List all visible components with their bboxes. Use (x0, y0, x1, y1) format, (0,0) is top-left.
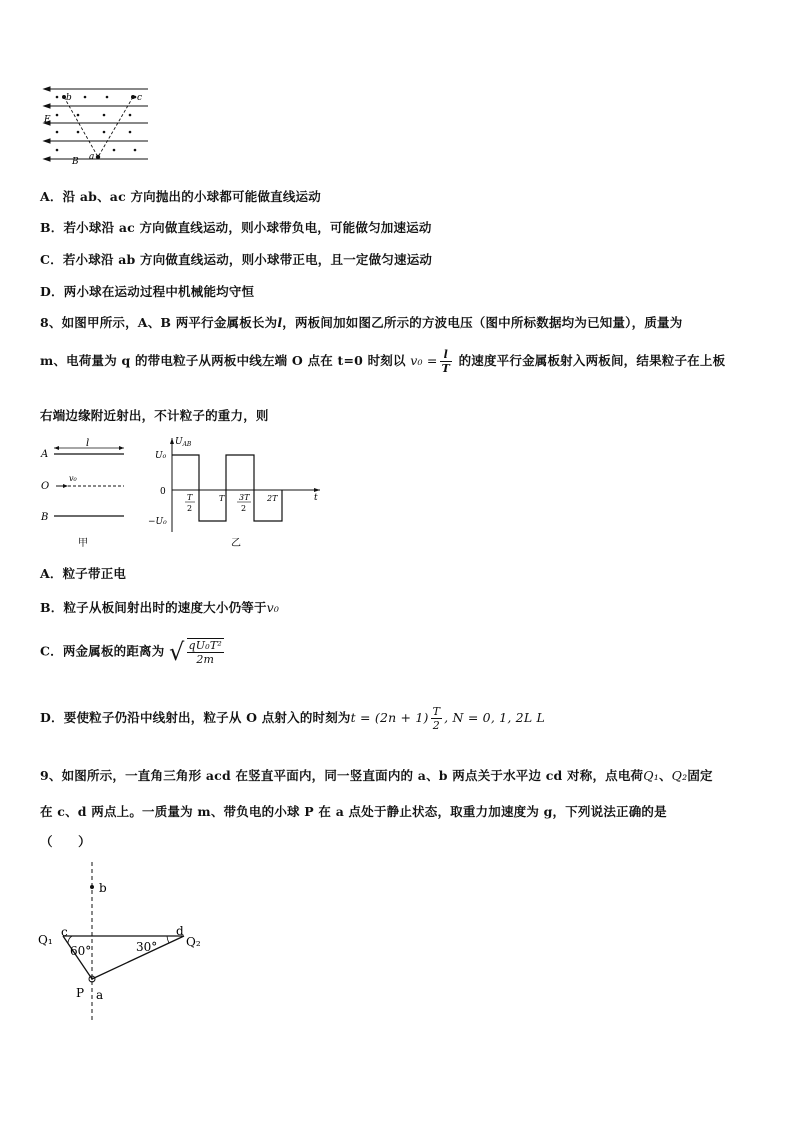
fig9-label-60: 60° (70, 944, 92, 958)
q9-stem-line1-a: 9、如图所示，一直角三角形 acd 在竖直平面内，同一竖直面内的 a、b 两点关于水平边 cd 对称，点电荷 (40, 768, 644, 783)
q8-v0-expr: v₀ = (410, 353, 438, 368)
q8-stem-line3: 右端边缘附近射出，不计粒子的重力，则 (40, 408, 269, 423)
fig8-label-zero: 0 (160, 487, 166, 497)
q8-option-d-text: D．要使粒子仍沿中线射出，粒子从 O 点射入的时刻为 (40, 710, 351, 725)
fig8-tick-2T: 2T (267, 494, 278, 503)
figure-9-triangle-diagram (36, 858, 226, 1024)
fig8-label-v0: v₀ (69, 474, 77, 483)
fig8-label-negU0: −U₀ (148, 517, 167, 527)
fig9-label-Q2: Q₂ (186, 935, 201, 949)
q9-stem-line2: 在 c、d 两点上。一质量为 m、带负电的小球 P 在 a 点处于静止状态，取重力加速度为 g，下列说法正确的是 (40, 804, 667, 819)
fig8-label-l: l (86, 438, 90, 449)
fig8-tick-T-half-den: 2 (187, 504, 193, 513)
fig8-tick-3T-half-den: 2 (241, 504, 247, 513)
q8-option-d-expr1: t = (2n + 1) (350, 710, 429, 725)
fig7-label-B: B (72, 157, 79, 167)
q8-option-b-var: v₀ (266, 600, 280, 615)
q8-stem-line2-a: m、电荷量为 q 的带电粒子从两板中线左端 O 点在 t=0 时刻以 (40, 353, 406, 368)
fig9-label-P: P (76, 986, 85, 1000)
q9-stem-line1 (40, 766, 713, 784)
q8-stem-line1 (40, 313, 682, 331)
q8-var-l: l (277, 315, 283, 330)
q7-option-d: D．两小球在运动过程中机械能均守恒 (40, 284, 255, 299)
fig8-label-UAB-sub: AB (182, 441, 192, 448)
fig8-label-yi: 乙 (231, 538, 241, 549)
q8-option-b (40, 598, 279, 616)
fig8-tick-T: T (219, 494, 225, 503)
q8-option-c-text: C．两金属板的距离为 (40, 643, 165, 659)
fig9-label-30: 30° (136, 940, 158, 954)
q8-option-c-fraction (187, 638, 224, 666)
q8-option-c-den: 2m (187, 652, 224, 666)
q8-v0-fraction (440, 348, 452, 375)
fig7-label-b: b (66, 93, 72, 103)
fig8-tick-T-half-num: T (187, 493, 193, 502)
fig7-label-E: E (44, 115, 51, 125)
q7-option-a: A．沿 ab、ac 方向抛出的小球都可能做直线运动 (40, 189, 321, 204)
q9-paren: （ ） (40, 834, 91, 849)
fig8-tick-3T-half-num: 3T (239, 493, 250, 502)
q8-option-d-fraction (431, 705, 443, 732)
fig9-label-d: d (176, 924, 184, 938)
q8-stem-line1-b: ，两板间加如图乙所示的方波电压（图中所标数据均为已知量），质量为 (282, 315, 683, 330)
fig8-label-O: O (41, 481, 50, 492)
q8-stem-line1-a: 8、如图甲所示，A、B 两平行金属板长为 (40, 315, 278, 330)
fig9-label-Q1: Q₁ (38, 933, 53, 947)
q8-v0-num: l (443, 348, 448, 361)
fig9-label-a: a (96, 988, 104, 1002)
q8-option-d-expr2: , N = 0, 1, 2L L (444, 710, 546, 725)
fig8-label-jia: 甲 (78, 538, 88, 549)
fig8-label-UAB (175, 437, 192, 448)
q9-q1: Q₁ (643, 768, 659, 783)
figure-7-field-diagram (40, 84, 152, 170)
fig8-label-U0: U₀ (155, 451, 167, 461)
q8-v0-den: T (441, 362, 450, 375)
q9-stem-line1-b: 固定 (687, 768, 713, 783)
q8-option-d-num: T (432, 705, 441, 718)
fig7-label-c: c (137, 93, 143, 103)
fig8-label-B: B (41, 512, 49, 523)
fig8-label-t: t (314, 493, 318, 503)
fig8-label-A: A (41, 449, 49, 460)
q8-option-a: A．粒子带正电 (40, 566, 127, 581)
q7-option-c: C．若小球沿 ab 方向做直线运动，则小球带正电，且一定做匀速运动 (40, 252, 433, 267)
q7-option-b: B．若小球沿 ac 方向做直线运动，则小球带负电，可能做匀加速运动 (40, 220, 432, 235)
q8-stem-line2-b: 的速度平行金属板射入两板间，结果粒子在上板 (458, 353, 726, 368)
q8-option-c-num: qU₀T² (188, 639, 222, 652)
fig9-label-b: b (99, 881, 107, 895)
q8-option-c (40, 638, 226, 666)
q8-option-c-sqrt: √ (169, 638, 185, 666)
q9-sep: 、 (658, 768, 672, 783)
fig8-label-UAB-main: U (175, 437, 183, 447)
fig7-label-a: a (89, 152, 95, 162)
q8-stem-line2 (40, 348, 725, 375)
q8-option-d-den: 2 (431, 718, 443, 732)
q8-option-d (40, 705, 545, 732)
q9-q2: Q₂ (671, 768, 688, 783)
figure-8-plates-and-voltage (38, 434, 328, 552)
q8-option-b-text: B．粒子从板间射出时的速度大小仍等于 (40, 600, 267, 615)
fig9-label-c: c (61, 925, 68, 939)
